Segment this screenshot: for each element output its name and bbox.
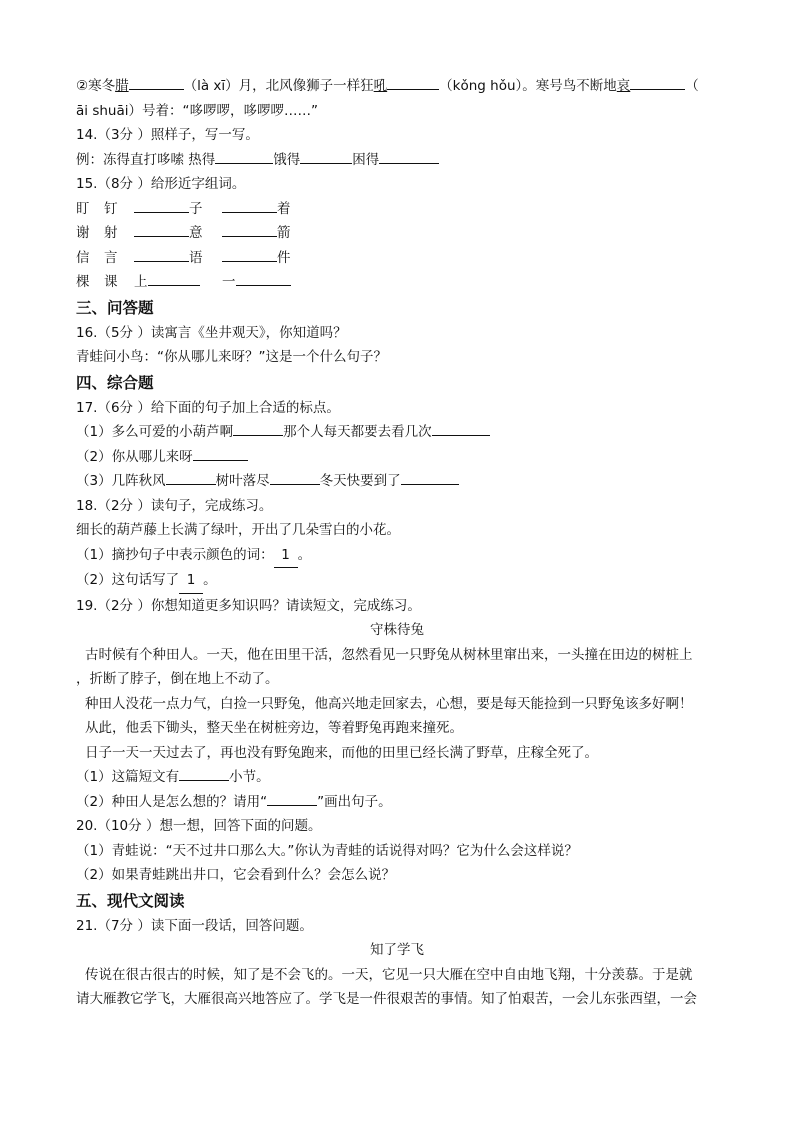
q16-line: 青蛙问小鸟：“你从哪儿来呀？”这是一个什么句子？ bbox=[76, 349, 387, 365]
answer-blank[interactable] bbox=[270, 470, 320, 485]
answer-blank[interactable] bbox=[215, 149, 273, 164]
answer-blank[interactable] bbox=[387, 75, 439, 90]
q17-title: 17.（6分 ）给下面的句子加上合适的标点。 bbox=[76, 399, 340, 416]
answer-blank[interactable] bbox=[630, 75, 685, 90]
q18-item-2: （2）这句话写了 1 。 bbox=[76, 568, 718, 594]
answer-blank[interactable] bbox=[222, 222, 277, 237]
story-paragraph: ，折断了脖子，倒在地上不动了。 bbox=[76, 671, 279, 687]
q20-item-1: （1）青蛙说：“天不过井口那么大。”你认为青蛙的话说得对吗？它为什么会这样说？ bbox=[76, 842, 578, 859]
answer-blank[interactable] bbox=[236, 271, 291, 286]
filled-answer[interactable]: 1 bbox=[179, 568, 203, 594]
story-paragraph: 日子一天一天过去了，再也没有野兔跑来，而他的田里已经长满了野草，庄稼全死了。 bbox=[85, 744, 598, 761]
q13-line-1: ②寒冬腊 （là xī）月，北风像狮子一样狂吼 （kǒng hǒu）。寒号鸟不断地哀 （ bbox=[76, 74, 718, 99]
story-title: 知了学飞 bbox=[370, 942, 424, 958]
answer-blank[interactable] bbox=[134, 222, 189, 237]
q15-title: 15.（8分 ）给形近字组词。 bbox=[76, 176, 246, 192]
story-paragraph: 古时候有个种田人。一天，他在田里干活，忽然看见一只野兔从树林里窜出来，一头撞在田边的树桩上 bbox=[85, 646, 693, 663]
section-heading: 五、现代文阅读 bbox=[76, 891, 185, 910]
q19-item-2: （2）种田人是怎么想的？请用“ ”画出句子。 bbox=[76, 790, 718, 815]
answer-blank[interactable] bbox=[129, 75, 184, 90]
section-heading: 三、问答题 bbox=[76, 298, 154, 317]
answer-blank[interactable] bbox=[300, 149, 352, 164]
answer-blank[interactable] bbox=[233, 421, 283, 436]
q14-title: 14.（3分 ）照样子，写一写。 bbox=[76, 127, 259, 143]
answer-blank[interactable] bbox=[134, 198, 189, 213]
answer-blank[interactable] bbox=[222, 198, 277, 213]
q15-row: 盯 钉 子 着 bbox=[76, 197, 718, 222]
q17-item-1: （1）多么可爱的小葫芦啊 那个人每天都要去看几次 bbox=[76, 420, 718, 445]
answer-blank[interactable] bbox=[432, 421, 490, 436]
q13-line-2: āi shuāi）号着：“哆啰啰，哆啰啰……” bbox=[76, 102, 318, 119]
answer-blank[interactable] bbox=[166, 470, 216, 485]
answer-blank[interactable] bbox=[148, 271, 200, 286]
q18-title: 18.（2分 ）读句子，完成练习。 bbox=[76, 497, 273, 514]
story-paragraph: 传说在很古很古的时候，知了是不会飞的。一天，它见一只大雁在空中自由地飞翔，十分羡慕。于是就 bbox=[85, 966, 693, 983]
worksheet-page bbox=[76, 74, 718, 1012]
q18-sentence: 细长的葫芦藤上长满了绿叶，开出了几朵雪白的小花。 bbox=[76, 522, 400, 538]
q19-title: 19.（2分 ）你想知道更多知识吗？请读短文，完成练习。 bbox=[76, 597, 421, 614]
q20-item-2: （2）如果青蛙跳出井口，它会看到什么？会怎么说？ bbox=[76, 867, 396, 883]
q14-example: 例：冻得直打哆嗦 热得 饿得 困得 bbox=[76, 148, 718, 173]
q15-row: 棵 课 上 一 bbox=[76, 270, 718, 295]
story-paragraph: 请大雁教它学飞，大雁很高兴地答应了。学飞是一件很艰苦的事情。知了怕艰苦，一会儿东张西望，一会 bbox=[76, 991, 697, 1007]
q17-item-3: （3）几阵秋风 树叶落尽 冬天快要到了 bbox=[76, 469, 718, 494]
story-paragraph: 种田人没花一点力气，白捡一只野兔，他高兴地走回家去，心想，要是每天能捡到一只野兔该多好啊！ bbox=[85, 695, 693, 712]
q20-title: 20.（10分 ）想一想，回答下面的问题。 bbox=[76, 818, 322, 834]
answer-blank[interactable] bbox=[134, 247, 189, 262]
section-heading: 四、综合题 bbox=[76, 373, 154, 392]
answer-blank[interactable] bbox=[222, 247, 277, 262]
q16-title: 16.（5分 ）读寓言《坐井观天》，你知道吗？ bbox=[76, 324, 347, 341]
q18-item-1: （1）摘抄句子中表示颜色的词： 1 。 bbox=[76, 543, 718, 569]
q15-row: 谢 射 意 箭 bbox=[76, 221, 718, 246]
answer-blank[interactable] bbox=[267, 791, 317, 806]
q19-item-1: （1）这篇短文有 小节。 bbox=[76, 765, 718, 790]
q15-row: 信 言 语 件 bbox=[76, 246, 718, 271]
answer-blank[interactable] bbox=[379, 149, 439, 164]
answer-blank[interactable] bbox=[179, 766, 229, 781]
answer-blank[interactable] bbox=[193, 446, 248, 461]
story-paragraph: 从此，他丢下锄头，整天坐在树桩旁边，等着野兔再跑来撞死。 bbox=[85, 720, 463, 736]
answer-blank[interactable] bbox=[401, 470, 459, 485]
story-title: 守株待兔 bbox=[370, 622, 424, 638]
q21-title: 21.（7分 ）读下面一段话，回答问题。 bbox=[76, 917, 313, 934]
q17-item-2: （2）你从哪儿来呀 bbox=[76, 445, 718, 470]
filled-answer[interactable]: 1 bbox=[274, 543, 298, 569]
